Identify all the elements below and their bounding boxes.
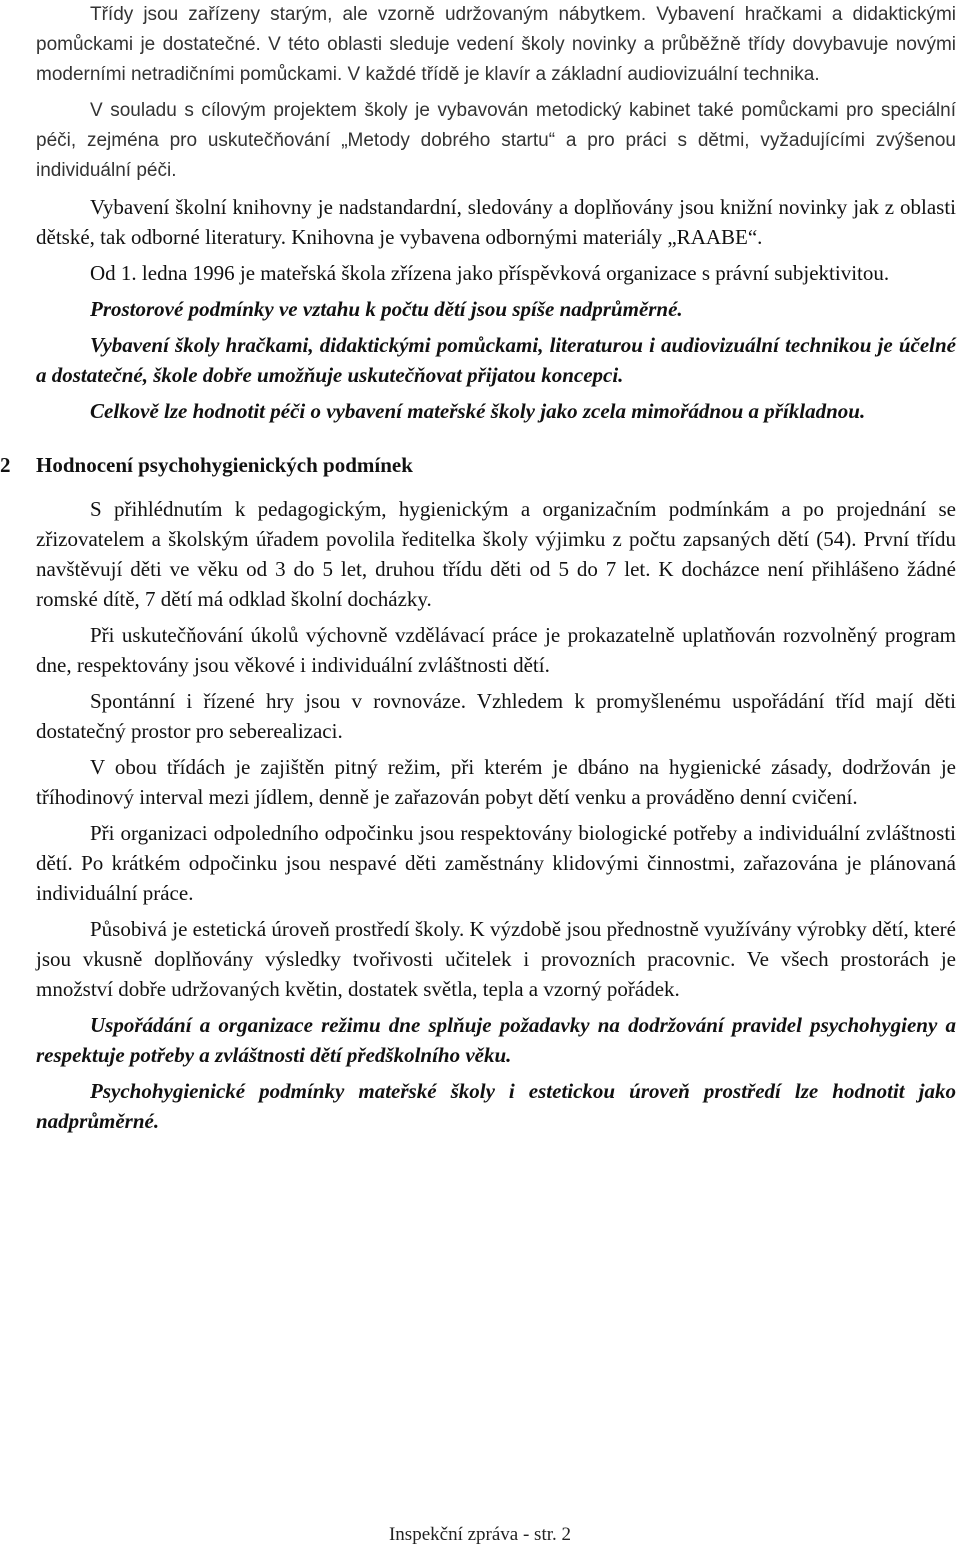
paragraph-equipment: Třídy jsou zařízeny starým, ale vzorně udržovaným nábytkem. Vybavení hračkami a didaktickými pomůckami je dostatečné. V této oblasti sleduje vedení školy novinky a průběžně třídy dovybavuje novými moderními netradičními pomůckami. V každé třídě je klavír a základní audiovizuální technika.	[36, 4, 956, 85]
section-number: 2	[0, 453, 11, 477]
section-heading	[0, 450, 956, 480]
section-paragraph: Působivá je estetická úroveň prostředí školy. K výzdobě jsou přednostně využívány výrobky dětí, které jsou vkusně doplňovány výsledky tvořivosti učitelek i provozních pracovnic. Ve všech prostorách je množství dobře udržovaných květin, dostatek světla, tepla a vzorný pořádek.	[36, 917, 956, 1001]
paragraph-cabinet: V souladu s cílovým projektem školy je vybavován metodický kabinet také pomůckami pro speciální péči, zejména pro uskutečňování „Metody dobrého startu“ a pro práci s dětmi, vyžadujícími zvýšenou individuální péči.	[36, 100, 956, 181]
section-title: Hodnocení psychohygienických podmínek	[36, 453, 413, 477]
section-paragraph: Spontánní i řízené hry jsou v rovnováze. Vzhledem k promyšlenému uspořádání tříd mají děti dostatečný prostor pro seberealizaci.	[36, 689, 956, 743]
section-paragraph: Při uskutečňování úkolů výchovně vzdělávací práce je prokazatelně uplatňován rozvolněný program dne, respektovány jsou věkové i individuální zvláštnosti dětí.	[36, 623, 956, 677]
paragraph-library: Vybavení školní knihovny je nadstandardní, sledovány a doplňovány jsou knižní novinky jak z oblasti dětské, tak odborné literatury. Knihovna je vybavena odbornými materiály „RAABE“.	[36, 195, 956, 249]
section-paragraph: V obou třídách je zajištěn pitný režim, při kterém je dbáno na hygienické zásady, dodržován je tříhodinový interval mezi jídlem, denně je zařazován pobyt dětí venku a prováděno denní cvičení.	[36, 755, 956, 809]
paragraph-legal-status: Od 1. ledna 1996 je mateřská škola zřízena jako příspěvková organizace s právní subjektivitou.	[90, 261, 890, 285]
section-evaluation-regime: Uspořádání a organizace režimu dne splňuje požadavky na dodržování pravidel psychohygieny a respektuje potřeby a zvláštnosti dětí předškolního věku.	[36, 1013, 956, 1067]
section-paragraph: S přihlédnutím k pedagogickým, hygienickým a organizačním podmínkám a po projednání se zřizovatelem a školským úřadem povolila ředitelka školy výjimku z počtu zapsaných dětí (54). První třídu navštěvují děti ve věku od 3 do 5 let, druhou třídu děti od 5 do 7 let. K docházce není přihlášeno žádné romské dítě, 7 dětí má odklad školní docházky.	[36, 497, 956, 611]
section-paragraph: Při organizaci odpoledního odpočinku jsou respektovány biologické potřeby a individuální zvláštnosti dětí. Po krátkém odpočinku jsou nespavé děti zaměstnány klidovými činnostmi, zařazována je plánovaná individuální práce.	[36, 821, 956, 905]
evaluation-space: Prostorové podmínky ve vztahu k počtu dětí jsou spíše nadprůměrné.	[90, 297, 683, 321]
section-evaluation-conditions: Psychohygienické podmínky mateřské školy i estetickou úroveň prostředí lze hodnotit jako nadprůměrné.	[36, 1079, 956, 1133]
page-footer: Inspekční zpráva - str. 2	[388, 1524, 572, 1545]
evaluation-equipment: Vybavení školy hračkami, didaktickými pomůckami, literaturou i audiovizuální technikou je účelné a dostatečné, škole dobře umožňuje uskutečňovat přijatou koncepci.	[36, 333, 956, 387]
evaluation-overall: Celkově lze hodnotit péči o vybavení mateřské školy jako zcela mimořádnou a příkladnou.	[90, 399, 866, 423]
